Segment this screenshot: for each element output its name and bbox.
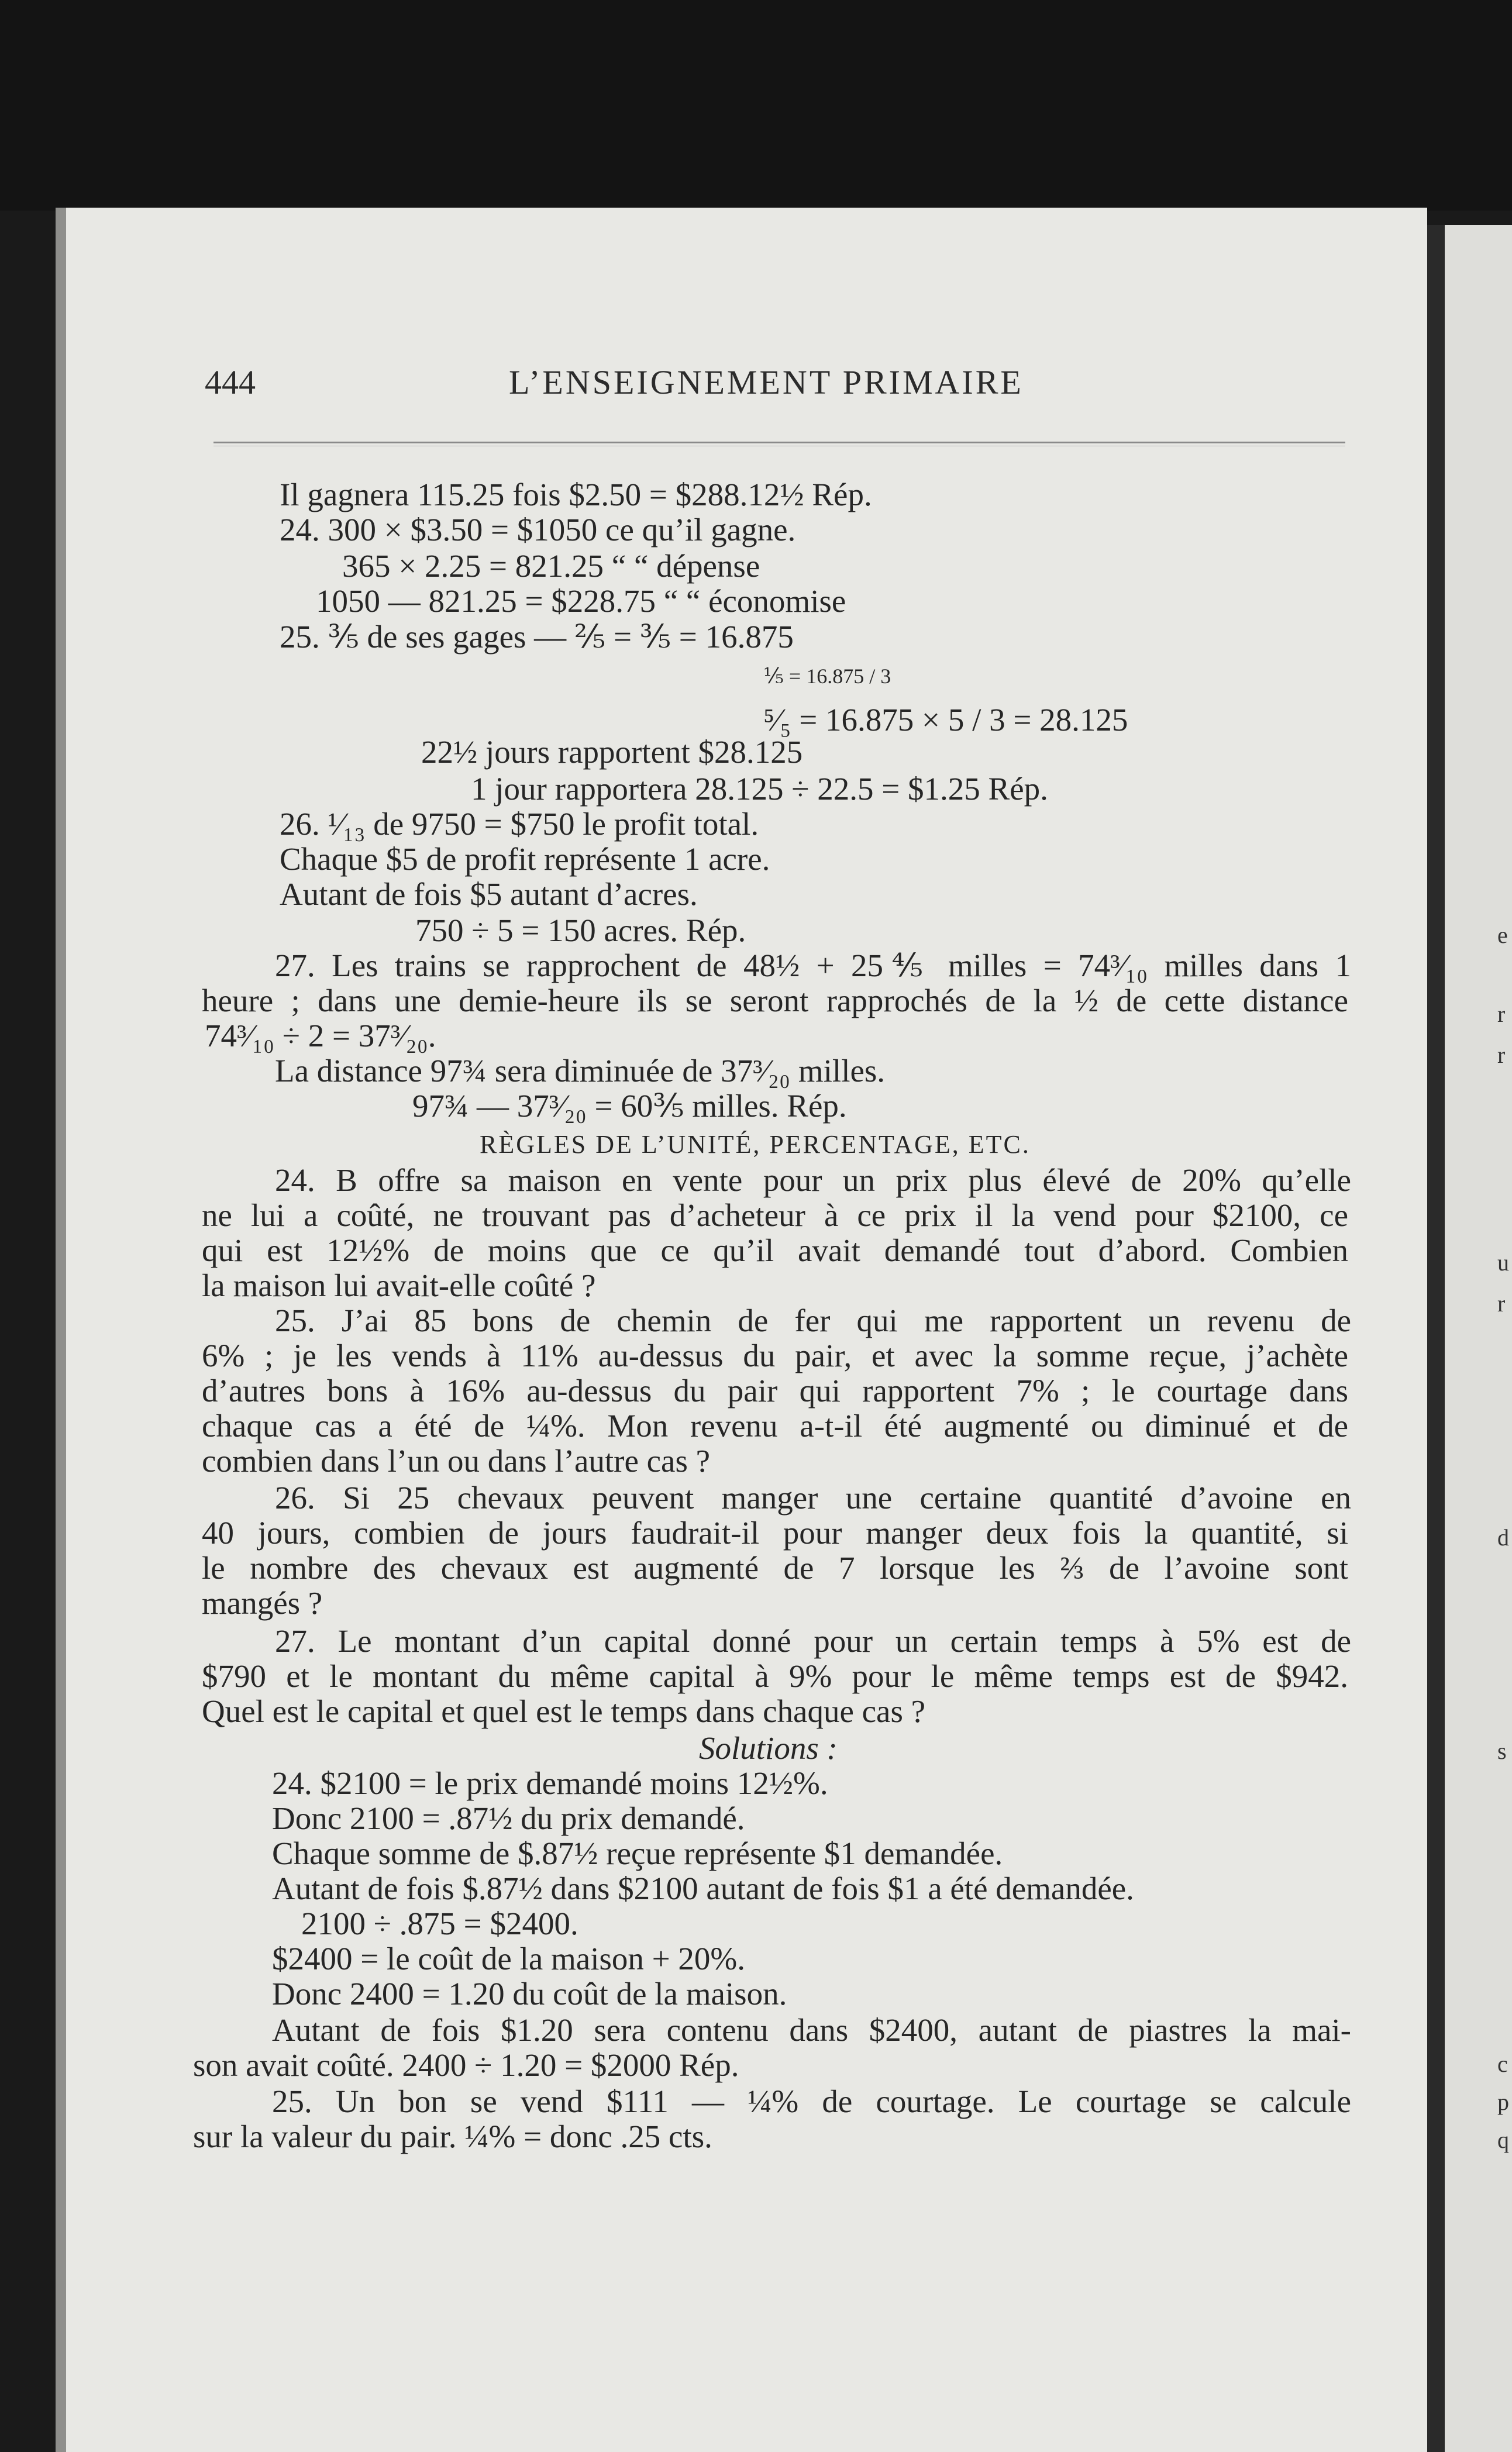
- edge-letter: d: [1497, 1524, 1509, 1551]
- page-title: L’ENSEIGNEMENT PRIMAIRE: [509, 363, 1024, 401]
- text-line: 27. Les trains se rapprochent de 48½ + 25⅘ milles = 74³⁄₁₀ milles dans 1: [275, 948, 1351, 983]
- text-line: 6% ; je les vends à 11% au-dessus du pair, et avec la somme reçue, j’achète: [202, 1338, 1348, 1373]
- text-line: sur la valeur du pair. ¼% = donc .25 cts.: [193, 2119, 712, 2154]
- running-head: [205, 363, 1345, 409]
- text-line: 2100 ÷ .875 = $2400.: [301, 1906, 578, 1941]
- page-number: 444: [205, 363, 256, 401]
- text-line: Chaque $5 de profit représente 1 acre.: [280, 841, 770, 877]
- text-line: mangés ?: [202, 1585, 323, 1621]
- facing-page: [1445, 225, 1512, 2452]
- text-line: son avait coûté. 2400 ÷ 1.20 = $2000 Rép.: [193, 2047, 739, 2083]
- text-line: Il gagnera 115.25 fois $2.50 = $288.12½ Rép.: [280, 477, 872, 512]
- text-line: 25. ⅗ de ses gages — ⅖ = ⅗ = 16.875: [280, 619, 794, 655]
- text-line: Autant de fois $1.20 sera contenu dans $2400, autant de piastres la mai-: [272, 2012, 1351, 2048]
- text-line: Donc 2400 = 1.20 du coût de la maison.: [272, 1976, 787, 2012]
- text-line: qui est 12½% de moins que ce qu’il avait demandé tout d’abord. Combien: [202, 1232, 1348, 1268]
- text-line: 1050 — 821.25 = $228.75 “ “ économise: [316, 583, 846, 619]
- text-line: d’autres bons à 16% au-dessus du pair qui rapportent 7% ; le courtage dans: [202, 1373, 1348, 1408]
- text-line: 22½ jours rapportent $28.125: [421, 734, 803, 770]
- edge-letter: c: [1497, 2051, 1508, 2077]
- edge-letter: r: [1497, 1042, 1506, 1068]
- edge-letter: e: [1497, 922, 1508, 948]
- edge-letter: p: [1497, 2089, 1509, 2115]
- text-line: 24. $2100 = le prix demandé moins 12½%.: [272, 1765, 828, 1801]
- text-line: La distance 97¾ sera diminuée de 37³⁄₂₀ milles.: [275, 1053, 886, 1089]
- text-line: 365 × 2.25 = 821.25 “ “ dépense: [342, 548, 760, 584]
- text-line: Chaque somme de $.87½ reçue représente $1 demandée.: [272, 1835, 1003, 1871]
- solutions-heading: Solutions :: [699, 1730, 838, 1766]
- edge-letter: s: [1497, 1738, 1507, 1764]
- text-line: ⁵⁄₅ = 16.875 × 5 / 3 = 28.125: [763, 702, 1128, 738]
- background: [0, 0, 1512, 211]
- text-line: le nombre des chevaux est augmenté de 7 lorsque les ⅔ de l’avoine sont: [202, 1550, 1348, 1586]
- text-line: la maison lui avait-elle coûté ?: [202, 1268, 596, 1303]
- text-line: 24. B offre sa maison en vente pour un prix plus élevé de 20% qu’elle: [275, 1162, 1351, 1198]
- text-line: Autant de fois $.87½ dans $2100 autant de fois $1 a été demandée.: [272, 1871, 1134, 1906]
- text-line: 1 jour rapportera 28.125 ÷ 22.5 = $1.25 Rép.: [471, 771, 1048, 807]
- text-line: 97¾ — 37³⁄₂₀ = 60⅗ milles. Rép.: [412, 1088, 847, 1124]
- book-gutter: [1427, 225, 1445, 2452]
- text-line: $790 et le montant du même capital à 9% pour le même temps est de $942.: [202, 1658, 1348, 1694]
- edge-letter: u: [1497, 1249, 1509, 1276]
- text-line: combien dans l’un ou dans l’autre cas ?: [202, 1443, 711, 1479]
- text-line: Donc 2100 = .87½ du prix demandé.: [272, 1800, 745, 1836]
- text-line: 40 jours, combien de jours faudrait-il pour manger deux fois la quantité, si: [202, 1515, 1348, 1551]
- text-line: 25. J’ai 85 bons de chemin de fer qui me rapportent un revenu de: [275, 1303, 1351, 1338]
- text-line: $2400 = le coût de la maison + 20%.: [272, 1941, 745, 1976]
- text-line: 26. ¹⁄₁₃ de 9750 = $750 le profit total.: [280, 806, 759, 842]
- edge-letter: r: [1497, 1001, 1506, 1027]
- text-line: ne lui a coûté, ne trouvant pas d’acheteur à ce prix il la vend pour $2100, ce: [202, 1197, 1348, 1233]
- edge-letter: q: [1497, 2127, 1509, 2153]
- section-heading: RÈGLES DE L’UNITÉ, PERCENTAGE, ETC.: [480, 1130, 1031, 1159]
- text-line: heure ; dans une demie-heure ils se seront rapprochés de la ½ de cette distance: [202, 983, 1348, 1018]
- text-line: 74³⁄₁₀ ÷ 2 = 37³⁄₂₀.: [205, 1018, 436, 1053]
- text-line: 25. Un bon se vend $111 — ¼% de courtage. Le courtage se calcule: [272, 2083, 1351, 2119]
- header-rule: [213, 442, 1345, 443]
- text-line: Autant de fois $5 autant d’acres.: [280, 876, 698, 912]
- text-line: 26. Si 25 chevaux peuvent manger une certaine quantité d’avoine en: [275, 1480, 1351, 1516]
- edge-letter: r: [1497, 1290, 1506, 1317]
- text-line: chaque cas a été de ¼%. Mon revenu a-t-il été augmenté ou diminué et de: [202, 1408, 1348, 1444]
- text-line: Quel est le capital et quel est le temps dans chaque cas ?: [202, 1693, 926, 1729]
- text-line: 24. 300 × $3.50 = $1050 ce qu’il gagne.: [280, 512, 796, 547]
- text-line: 27. Le montant d’un capital donné pour un certain temps à 5% est de: [275, 1623, 1351, 1659]
- text-line: ⅕ = 16.875 / 3: [763, 664, 891, 688]
- text-line: 750 ÷ 5 = 150 acres. Rép.: [415, 912, 746, 948]
